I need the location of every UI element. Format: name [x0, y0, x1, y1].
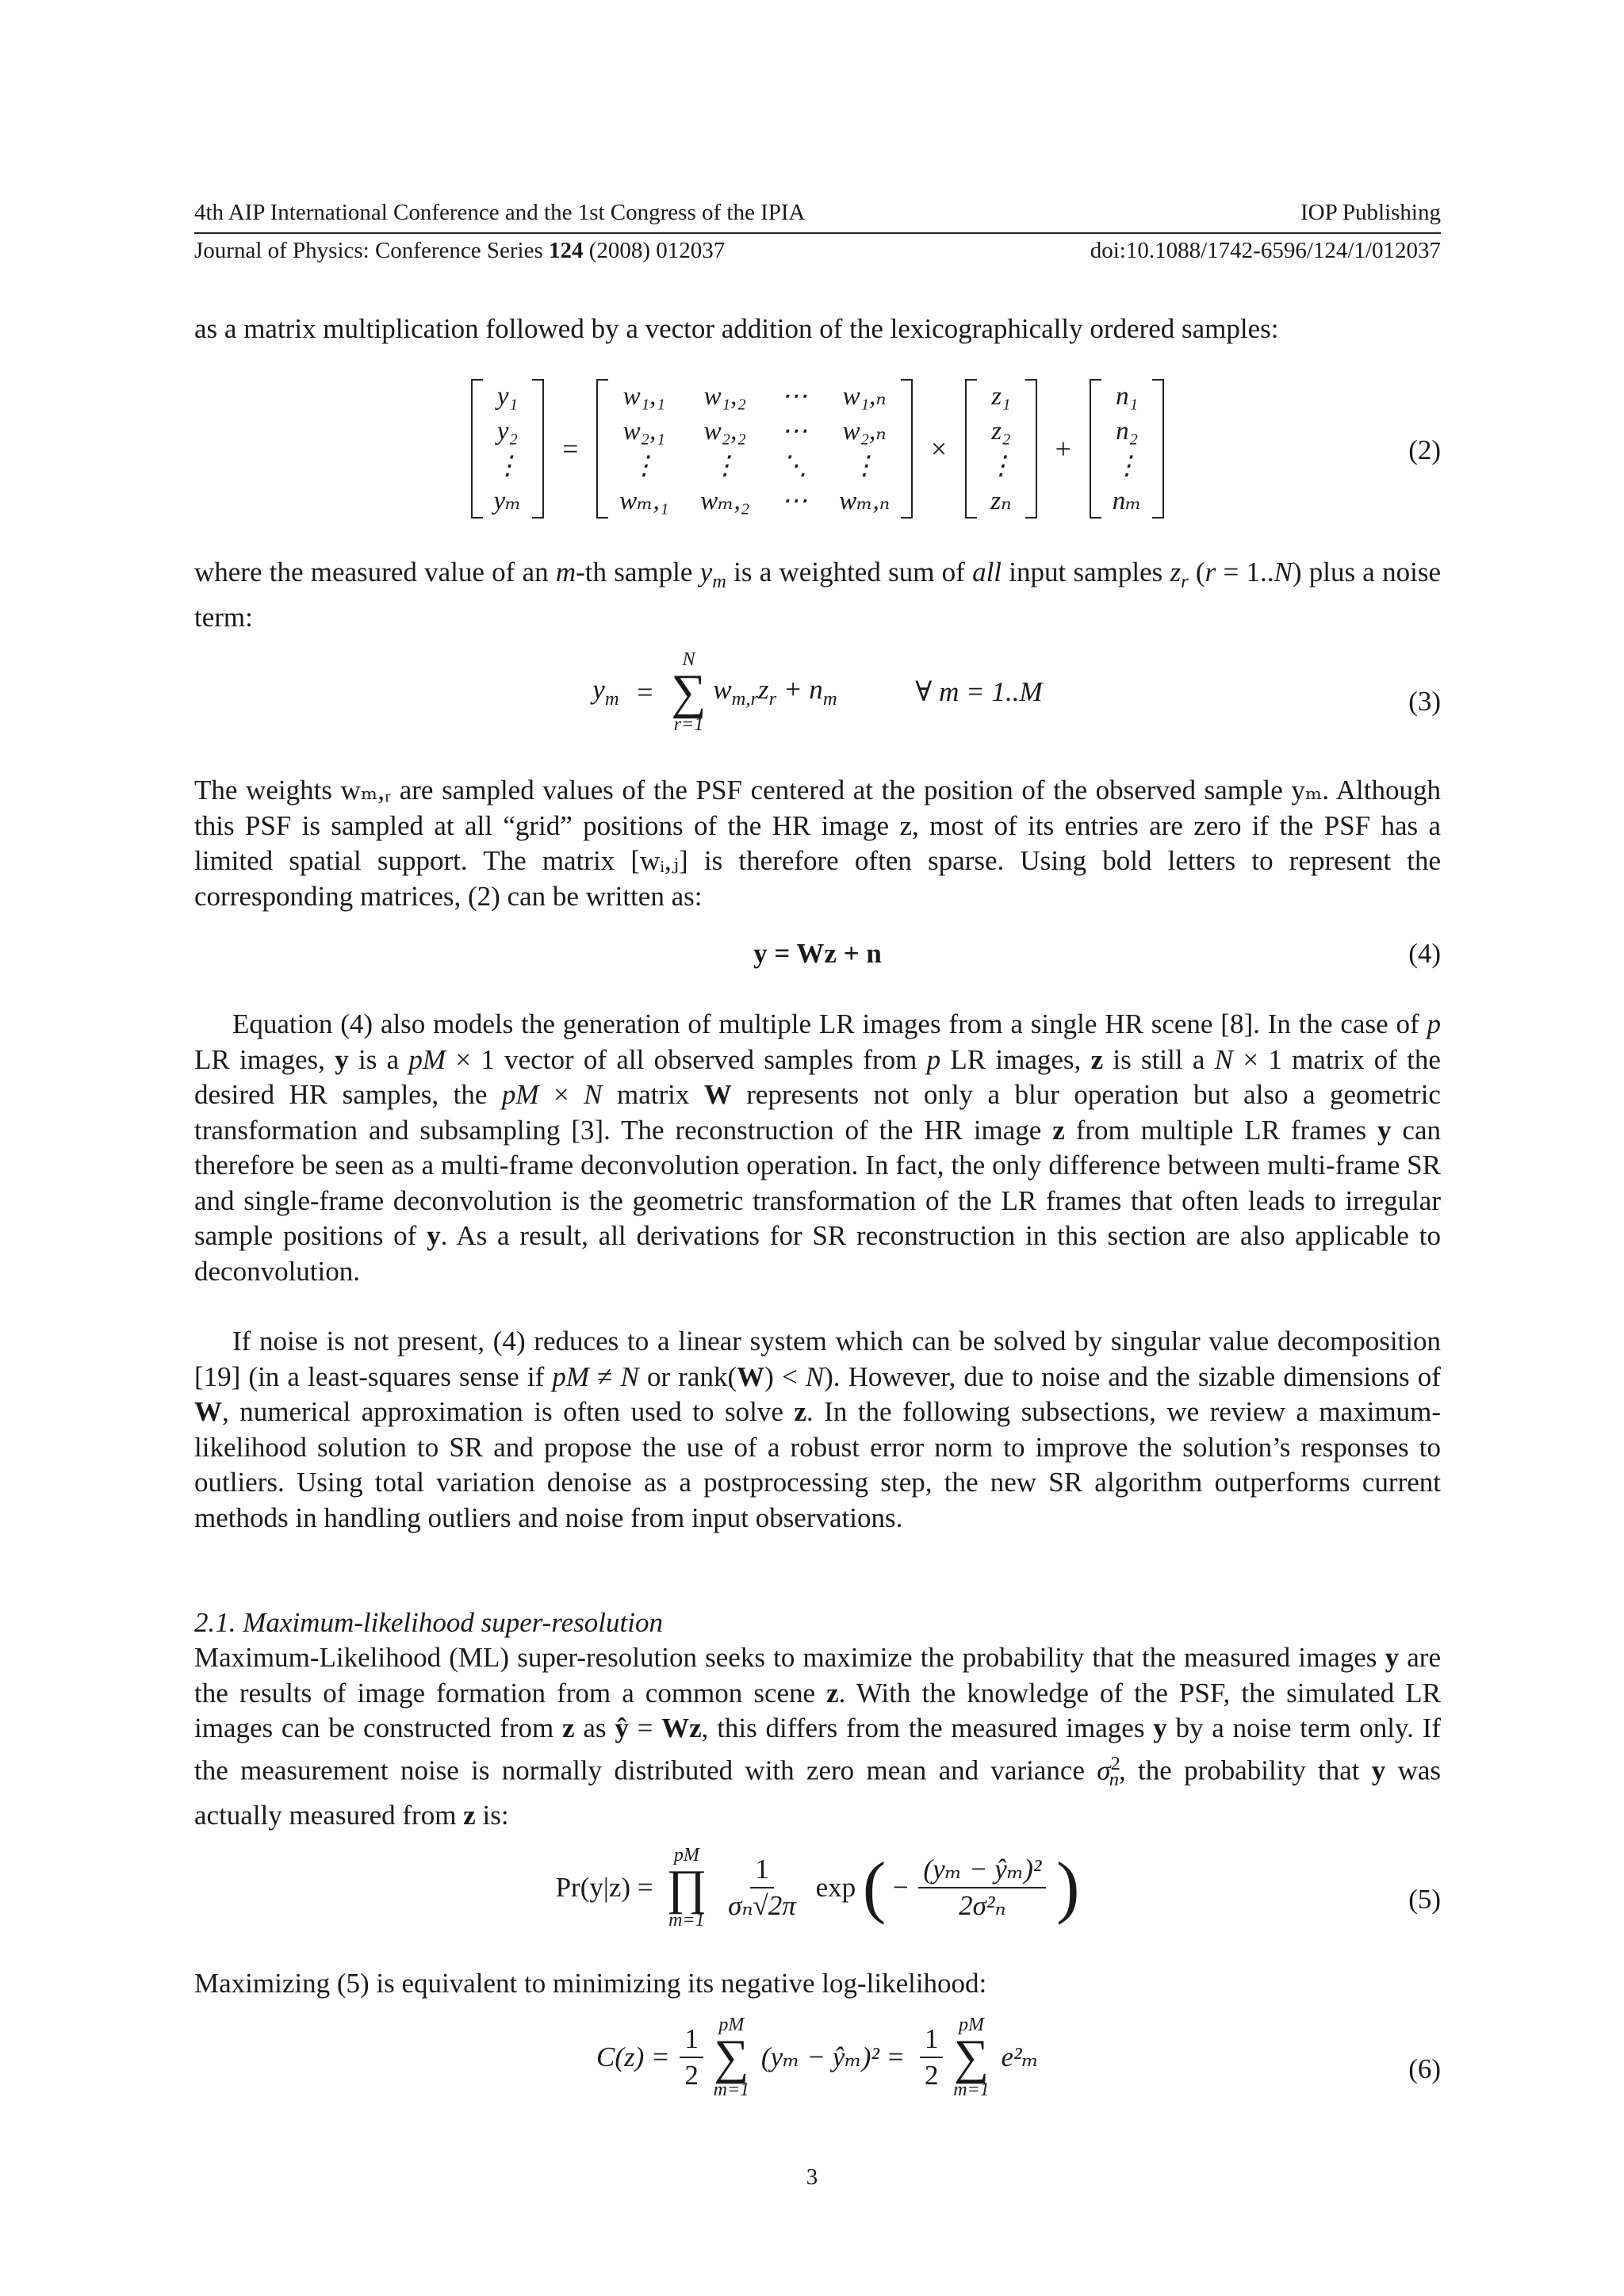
matrix-cell: zₙ [990, 487, 1012, 515]
fraction-numerator: (yₘ − ŷₘ)² [918, 1854, 1046, 1888]
matrix-cell: ⋮ [630, 452, 657, 480]
equation-3 [194, 650, 1441, 753]
sigma-symbol: ∑ [953, 2030, 990, 2084]
matrix-cell: w₂,ₙ [842, 417, 887, 446]
journal-citation [194, 236, 725, 265]
plus-sign: + [1055, 433, 1071, 465]
sum-lower-limit: m=1 [713, 2080, 750, 2100]
matrix-cell: ⋮ [1113, 452, 1140, 480]
sum-upper-limit: pM [958, 2015, 984, 2035]
matrix-cell: ⋮ [851, 452, 878, 480]
sum-lower-limit: r=1 [673, 714, 704, 735]
equation-number: (2) [1408, 434, 1441, 465]
math-subscript: m [712, 571, 726, 592]
page-number: 3 [806, 2164, 818, 2190]
product [666, 1846, 707, 1930]
equation-2 [194, 379, 1441, 530]
vector-y [471, 379, 545, 519]
equation-5 [194, 1846, 1441, 1957]
minus-sign: − [892, 1872, 909, 1903]
matrix-cell: ⋯ [781, 382, 808, 411]
paragraph-noise: If noise is not present, (4) reduces to a linear system which can be solved by singular value decomposition [19] (in a least-squares sense if pM ≠ N or rank(W) < N). However, due to noise and the sizable dimensions of W, numerical approximation is often used to solve z. In the following subsections, we review a maximum-likelihood solution to SR and propose the use of a robust error norm to improve the solution’s responses to outliers. Using total variation denoise as a postprocessing step, the new SR algorithm outperforms current methods in handling outliers and noise from input observations. [194, 1326, 1441, 1533]
text-span: is a weighted sum of [726, 557, 973, 587]
eq5-lhs: Pr(y|z) = [555, 1872, 653, 1903]
text-span: input samples [1002, 557, 1170, 587]
equation-number: (5) [1408, 1884, 1441, 1915]
matrix-cell: z₂ [991, 417, 1011, 446]
product-upper-limit: pM [673, 1845, 699, 1866]
equals-sign: = [562, 433, 579, 465]
sum-lower-limit: m=1 [953, 2080, 990, 2100]
eq4-body: y = Wz + n [753, 938, 882, 969]
matrix-cell: y₁ [496, 382, 519, 411]
right-paren: ) [1056, 1849, 1080, 1926]
matrix-cell: y₂ [496, 417, 519, 446]
product-lower-limit: m=1 [668, 1910, 705, 1931]
equation-number: (3) [1408, 686, 1441, 717]
matrix-cell: w₁,ₙ [842, 382, 887, 411]
text-span: -th sample [576, 557, 700, 587]
product-symbol: ∏ [666, 1861, 707, 1915]
matrix-cell: wₘ,ₙ [839, 487, 891, 515]
matrix-cell: n₂ [1116, 417, 1139, 446]
matrix-cell: ⋯ [781, 487, 808, 515]
math-symbol: r [1205, 557, 1216, 587]
text-span: ( [1188, 557, 1205, 587]
math-subscript: r [1181, 571, 1189, 592]
matrix-cell: z₁ [991, 382, 1011, 411]
text-span: = 1.. [1216, 557, 1274, 587]
fraction [680, 2023, 703, 2091]
text-span: ) plus a noise term: [194, 557, 1441, 633]
matrix-w [596, 379, 913, 519]
equation-number: (4) [1408, 938, 1441, 969]
fraction [918, 1854, 1046, 1922]
equation-number: (6) [1408, 2053, 1441, 2084]
summation [714, 2015, 750, 2099]
eq6-middle: (yₘ − ŷₘ)² = [760, 2042, 906, 2072]
fraction-denominator: 2 [684, 2060, 699, 2091]
conference-name: 4th AIP International Conference and the 1st Congress of the IPIA [194, 200, 806, 225]
matrix-cell: wₘ,₂ [700, 487, 750, 515]
equation-4 [194, 938, 1441, 978]
fraction [920, 2023, 944, 2091]
math-symbol: m [555, 557, 576, 587]
matrix-cell: ⋮ [987, 452, 1014, 480]
matrix-cell: w₂,₂ [703, 417, 746, 446]
left-paren: ( [862, 1849, 887, 1926]
eq3-lhs: $y_m$ [592, 674, 619, 710]
fraction-numerator: 1 [750, 1854, 774, 1888]
paragraph-intro: as a matrix multiplication followed by a vector addition of the lexicographically ordered samples: [194, 313, 1279, 344]
eq3-condition: ∀ m = 1..M [915, 676, 1043, 707]
equals-sign: = [637, 676, 653, 708]
matrix-cell: ⋯ [781, 417, 808, 446]
exp-function: exp [815, 1872, 856, 1903]
doi: doi:10.1088/1742-6596/124/1/012037 [1090, 238, 1441, 263]
math-symbol: z [1170, 557, 1182, 587]
publisher: IOP Publishing [1300, 200, 1441, 225]
section-title: 2.1. Maximum-likelihood super-resolution [194, 1607, 663, 1638]
sum-upper-limit: pM [718, 2015, 745, 2035]
equation-6 [194, 2015, 1441, 2126]
paragraph-eq4: Equation (4) also models the generation of multiple LR images from a single HR scene [8]. In the case of p LR images, y is a pM × 1 vector of all observed samples from p LR images, z is still a N × 1 matrix of the desired HR samples, the pM × N matrix W represents not only a blur operation but also a geometric transformation and subsampling [3]. The reconstruction of the HR image z from multiple LR frames y can therefore be seen as a multi-frame deconvolution operation. In fact, the only difference between multi-frame SR and single-frame deconvolution is the geometric transformation of the LR frames that often leads to irregular sample positions of y. As a result, all derivations for SR reconstruction in this section are also applicable to deconvolution. [194, 1008, 1441, 1287]
summation [671, 650, 706, 734]
fraction-denominator: σₙ√2π [728, 1890, 796, 1921]
header-rule [194, 232, 1441, 234]
fraction-numerator: 1 [920, 2023, 944, 2058]
eq6-rhs: e²ₘ [1001, 2042, 1039, 2072]
matrix-cell: nₘ [1112, 487, 1142, 515]
matrix-cell: ⋮ [711, 452, 738, 480]
times-sign: × [930, 433, 948, 465]
vector-z [965, 379, 1037, 519]
paragraph-ml: Maximum-Likelihood (ML) super-resolution seeks to maximize the probability that the measured images y are the results of image formation from a common scene z. With the knowledge of the PSF, the simulated LR images can be constructed from z as ŷ = Wz, this differs from the measured images y by a noise term only. If the measurement noise is normally distributed with zero mean and variance $\sigma^2_n$, the probability that y was actually measured from z is: [194, 1642, 1442, 1831]
paragraph-weights: The weights wₘ,ᵣ are sampled values of the PSF centered at the position of the observed sample yₘ. Although this PSF is sampled at all “grid” positions of the HR image z, most of its entries are zero if the PSF has a limited spatial support. The matrix [wᵢ,ⱼ] is therefore often sparse. Using bold letters to represent the corresponding matrices, (2) can be written as: [194, 775, 1441, 912]
emphasis: all [972, 557, 1002, 587]
summation [953, 2015, 990, 2099]
matrix-cell: w₁,₂ [703, 382, 746, 411]
journal-volume: 124 [548, 238, 584, 263]
matrix-cell: ⋱ [781, 452, 808, 480]
paragraph-measured [194, 555, 1441, 635]
paragraph-maximizing: Maximizing (5) is equivalent to minimizing its negative log-likelihood: [194, 1968, 987, 1999]
matrix-cell: ⋮ [494, 452, 521, 480]
fraction-denominator: 2 [924, 2060, 939, 2091]
matrix-cell: w₁,₁ [622, 382, 665, 411]
matrix-cell: wₘ,₁ [619, 487, 669, 515]
matrix-cell: n₁ [1116, 382, 1139, 411]
sum-upper-limit: N [682, 649, 695, 670]
vector-n [1090, 379, 1165, 519]
eq6-lhs: C(z) = [596, 2042, 670, 2072]
fraction [723, 1854, 801, 1922]
matrix-cell: yₘ [493, 487, 522, 515]
text-span: where the measured value of an [194, 557, 556, 587]
eq3-rhs: $w_{m,r}z_r + n_m$ [713, 674, 837, 710]
journal-name: Journal of Physics: Conference Series [194, 238, 549, 263]
journal-year: (2008) 012037 [583, 238, 726, 263]
math-symbol: N [1274, 557, 1293, 587]
fraction-numerator: 1 [680, 2023, 703, 2058]
math-symbol: y [699, 557, 713, 587]
fraction-denominator: 2σ²ₙ [959, 1890, 1006, 1921]
sigma-symbol: ∑ [714, 2030, 749, 2084]
sigma-symbol: ∑ [671, 665, 707, 719]
matrix-cell: w₂,₁ [622, 417, 665, 446]
